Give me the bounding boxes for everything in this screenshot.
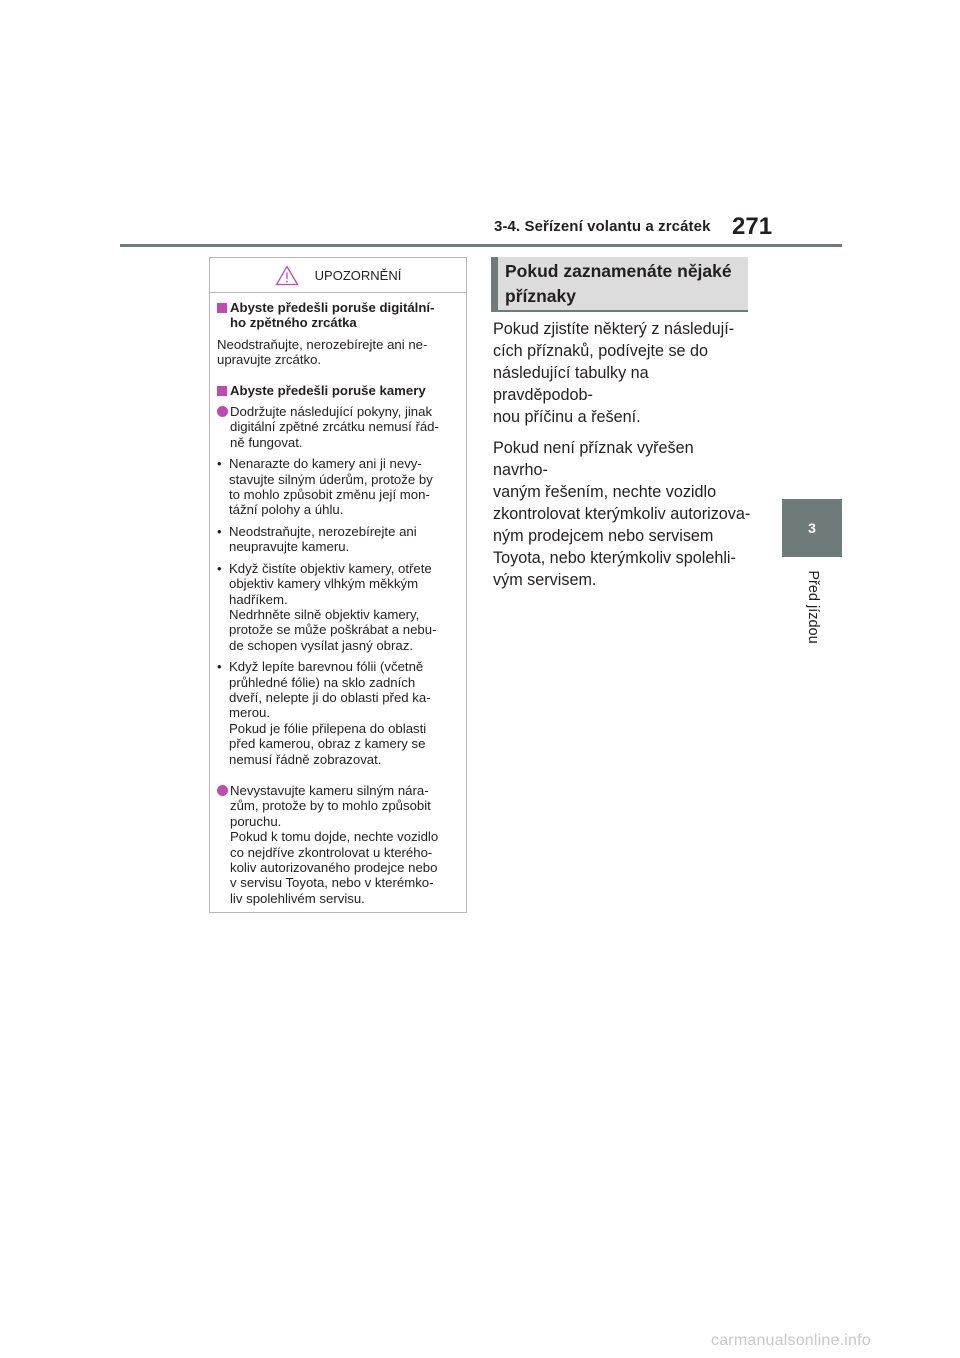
square-bullet-icon [217, 303, 227, 313]
caution-content [210, 293, 466, 906]
caution-box [209, 257, 467, 913]
caution-bullet-text: Nenarazte do kamery ani ji nevy- stavujte silným úderům, protože by to mohlo způsobit změnu její mon- tážní polohy a úhlu. [229, 456, 433, 518]
warning-triangle-icon [275, 265, 299, 286]
caution-title: UPOZORNĚNÍ [314, 267, 402, 283]
header-divider [120, 244, 842, 247]
caution-bullet-text: Neodstraňujte, nerozebírejte ani neupravujte kameru. [229, 523, 417, 555]
caution-bullet-text: Když lepíte barevnou fólii (včetně průhledné fólie) na sklo zadních dveří, nelepte ji do oblasti před ka- merou. Pokud je fólie přilepena do oblasti před kamerou, obraz z kamery se nemusí řádně zobrazovat. [229, 659, 431, 767]
caution-bullet-text: Když čistíte objektiv kamery, otřete objektiv kamery vlhkým měkkým hadříkem. Nedrhněte silně objektiv kamery, protože se může poškrábat a nebu- de schopen vysílat jasný obraz. [229, 560, 437, 653]
caution-bullet-item: • Nenarazte do kamery ani ji nevy- stavujte silným úderům, protože by to mohlo způsobit změnu její mon- tážní polohy a úhlu. [217, 456, 433, 518]
page-number: 271 [732, 213, 773, 240]
chapter-label-text: Před jízdou [805, 570, 821, 644]
caution-bullet-item: • Když čistíte objektiv kamery, otřete objektiv kamery vlhkým měkkým hadříkem. Nedrhněte silně objektiv kamery, protože se může poškrábat a nebu- de schopen vysílat jasný obraz. [217, 560, 437, 653]
chapter-label [803, 565, 823, 649]
watermark: carmanualsonline.info [711, 1332, 871, 1349]
caution-bullet-item: • Když lepíte barevnou fólii (včetně průhledné fólie) na sklo zadních dveří, nelepte ji do oblasti před ka- merou. Pokud je fólie přilepena do oblasti před kamerou, obraz z kamery se nemusí řádně zobrazovat. [217, 659, 431, 767]
symptoms-paragraph-2: Pokud není příznak vyřešen navrho- vaným řešením, nechte vozidlo zkontrolovat kterýmkoliv autorizova- ným prodejcem nebo servisem Toyota, nebo kterýmkoliv spolehli- vým servisem. [493, 439, 751, 589]
chapter-tab[interactable] [782, 499, 842, 557]
caution-heading-mirror [217, 300, 458, 331]
caution-circle-1: Dodržujte následující pokyny, jinak digitální zpětné zrcátku nemusí řád- ně fungovat. [230, 404, 439, 450]
symptoms-paragraph-1: Pokud zjistíte některý z následují- cích příznaků, podívejte se do následující tabulky na pravděpodob- nou příčinu a řešení. [493, 320, 735, 426]
caution-paragraph-1: Neodstraňujte, nerozebírejte ani ne- upravujte zrcátko. [217, 336, 428, 368]
caution-circle-item [217, 783, 458, 906]
section-title: 3-4. Seřízení volantu a zrcátek [494, 218, 711, 235]
circle-bullet-icon [217, 785, 228, 796]
caution-circle-2: Nevystavujte kameru silným nára- zům, protože by to mohlo způsobit poruchu. Pokud k tomu dojde, nechte vozidlo co nejdříve zkontrolovat u kterého- koliv autorizovaného prodejce nebo v servisu Toyota, nebo v kterémko- liv spolehlivém servisu. [230, 782, 439, 906]
square-bullet-icon [217, 386, 227, 396]
caution-bullet-item: • Neodstraňujte, nerozebírejte ani neupravujte kameru. [217, 523, 417, 555]
caution-heading-1: Abyste předešli poruše digitální- ho zpětného zrcátka [230, 300, 435, 331]
caution-heading-camera [217, 383, 458, 398]
caution-circle-item [217, 404, 458, 450]
chapter-number: 3 [808, 520, 816, 536]
caution-header [210, 258, 466, 293]
symptoms-heading: Pokud zaznamenáte nějaké příznaky [491, 257, 748, 312]
caution-heading-2: Abyste předešli poruše kamery [230, 382, 426, 398]
symptoms-content [493, 318, 751, 600]
circle-bullet-icon [217, 406, 228, 417]
